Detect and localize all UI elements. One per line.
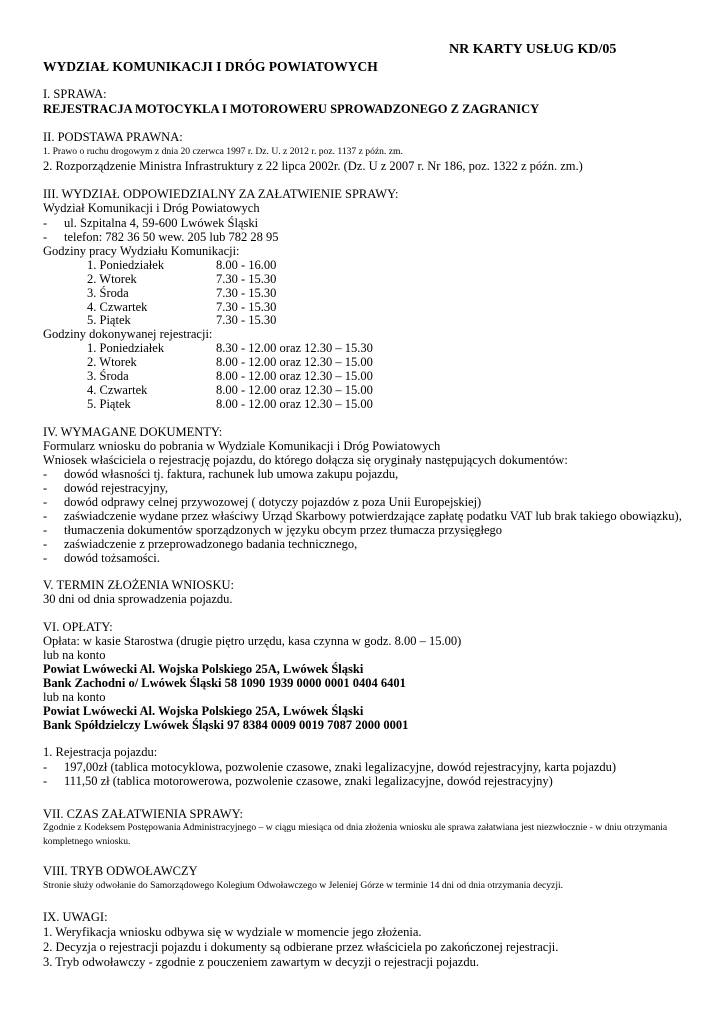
reg-day: 3. Środa [87, 369, 129, 383]
note-item: 2. Decyzja o rejestracji pojazdu i dokumenty są odbierane przez właściciela po zakończonej rejestracji. [43, 940, 559, 954]
processing-time-text: Zgodnie z Kodeksem Postępowania Administracyjnego – w ciągu miesiąca od dnia złożenia wniosku ale sprawa załatwiana jest niezwłocznie - w dniu otrzymania kompletnego wniosku. [43, 822, 668, 847]
note-item: 1. Weryfikacja wniosku odbywa się w wydziale w momencie jego złożenia. [43, 925, 422, 939]
application-info: Wniosek właściciela o rejestrację pojazdu, do którego dołącza się oryginały następujących dokumentów: [43, 453, 568, 467]
reg-time: 8.00 - 12.00 oraz 12.30 – 15.00 [216, 397, 373, 411]
reg-day: 5. Piątek [87, 397, 131, 411]
bank-1-recipient: Powiat Lwówecki Al. Wojska Polskiego 25A, Lwówek Śląski [43, 662, 364, 676]
office-name: Wydział Komunikacji i Dróg Powiatowych [43, 201, 260, 215]
note-item: 3. Tryb odwoławczy - zgodnie z pouczeniem zawartym w decyzji o rejestracji pojazdu. [43, 955, 479, 969]
bank-2-account: Bank Spółdzielczy Lwówek Śląski 97 8384 0009 0019 7087 2000 0001 [43, 718, 409, 732]
work-time: 8.00 - 16.00 [216, 258, 277, 272]
section-9-heading: IX. UWAGI: [43, 910, 108, 924]
reg-day: 4. Czwartek [87, 383, 148, 397]
section-2-heading: II. PODSTAWA PRAWNA: [43, 130, 183, 144]
section-3-heading: III. WYDZIAŁ ODPOWIEDZIALNY ZA ZAŁATWIENIE SPRAWY: [43, 187, 399, 201]
document-page: NR KARTY USŁUG KD/05 WYDZIAŁ KOMUNIKACJI I DRÓG POWIATOWYCH I. SPRAWA: REJESTRACJA MOTOCYKLA I MOTOROWERU SPROWADZONEGO Z ZAGRANICY II. PODSTAWA PRAWNA: 1. Prawo o ruchu drogowym z dnia 20 czerwca 1997 r. Dz. U. z 2012 r. poz. 1137 z późn. zm. 2. Rozporządzenie Ministra Infrastruktury z 22 lipca 2002r. (Dz. U z 2007 r. Nr 186, poz. 1322 z późn. zm.) III. WYDZIAŁ ODPOWIEDZIALNY ZA ZAŁATWIENIE SPRAWY: Wydział Komunikacji i Dróg Powiatowych - ul. Szpitalna 4, 59-600 Lwówek Śląski - telefon: 782 36 50 wew. 205 lub 782 28 95 Godziny pracy Wydziału Komunikacji: 1. Poniedziałek 8.00 - 16.00 2. Wtorek 7.30 - 15.30 3. Środa 7.30 - 15.30 4. Czwartek 7.30 - 15.30 5. Piątek 7.30 - 15.30 Godziny dokonywanej rejestracji: 1. Poniedziałek 8.30 - 12.00 oraz 12.30 – 15.30 2. Wtorek 8.00 - 12.00 oraz 12.30 – 15.00 3. Środa 8.00 - 12.00 oraz 12.30 – 15.00 4. Czwartek 8.00 - 12.00 oraz 12.30 – 15.00 5. Piątek 8.00 - 12.00 oraz 12.30 – 15.00 IV. WYMAGANE DOKUMENTY: Formularz wniosku do pobrania w Wydziale Komunikacji i Dróg Powiatowych Wniosek właściciela o rejestrację pojazdu, do którego dołącza się oryginały następujących dokumentów: - dowód własności tj. faktura, rachunek lub umowa zakupu pojazdu, - dowód rejestracyjny, - dowód odprawy celnej przywozowej ( dotyczy pojazdów z poza Unii Europejskiej) - zaświadczenie wydane przez właściwy Urząd Skarbowy potwierdzające zapłatę podatku VAT lub brak takiego obowiązku), - tłumaczenia dokumentów sporządzonych w języku obcym przez tłumacza przysięgłego - zaświadczenie z przeprowadzonego badania technicznego, - dowód tożsamości. V. TERMIN ZŁOŻENIA WNIOSKU: 30 dni od dnia sprowadzenia pojazdu. VI. OPŁATY: Opłata: w kasie Starostwa (drugie piętro urzędu, kasa czynna w godz. 8.00 – 15.00) lub na konto Powiat Lwówecki Al. Wojska Polskiego 25A, Lwówek Śląski Bank Zachodni o/ Lwówek Śląski 58 1090 1939 0000 0001 0404 6401 lub na konto Powiat Lwówecki Al. Wojska Polskiego 25A, Lwówek Śląski Bank Spółdzielczy Lwówek Śląski 97 8384 0009 0019 7087 2000 0001 1. Rejestracja pojazdu: - 197,00zł (tablica motocyklowa, pozwolenie czasowe, znaki legalizacyjne, dowód rejestracyjny, karta pojazdu) - 111,50 zł (tablica motorowerowa, pozwolenie czasowe, znaki legalizacyjne, dowód rejestracyjny) VII. CZAS ZAŁATWIENIA SPRAWY: Zgodnie z Kodeksem Postępowania Administracyjnego – w ciągu miesiąca od dnia złożenia wniosku ale sprawa załatwiana jest niezwłocznie - w dniu otrzymania kompletnego wniosku. VIII. TRYB ODWOŁAWCZY Stronie służy odwołanie do Samorządowego Kolegium Odwoławczego w Jeleniej Górze w terminie 14 dni od dnia otrzymania decyzji. IX. UWAGI: 1. Weryfikacja wniosku odbywa się w wydziale w momencie jego złożenia. 2. Decyzja o rejestracji pojazdu i dokumenty są odbierane przez właściciela po zakończonej rejestracji. 3. Tryb odwoławczy - zgodnie z pouczeniem zawartym w decyzji o rejestracji pojazdu. [0, 0, 725, 1024]
appeal-text: Stronie służy odwołanie do Samorządowego Kolegium Odwoławczego w Jeleniej Górze w terminie 14 dni od dnia otrzymania decyzji. [43, 880, 564, 891]
fee-label: 1. Rejestracja pojazdu: [43, 745, 158, 759]
section-1-heading: I. SPRAWA: [43, 87, 107, 101]
department-title: WYDZIAŁ KOMUNIKACJI I DRÓG POWIATOWYCH [43, 59, 378, 74]
section-4-heading: IV. WYMAGANE DOKUMENTY: [43, 425, 223, 439]
bank-2-recipient: Powiat Lwówecki Al. Wojska Polskiego 25A, Lwówek Śląski [43, 704, 364, 718]
work-hours-label: Godziny pracy Wydziału Komunikacji: [43, 244, 240, 258]
reg-day: 1. Poniedziałek [87, 341, 165, 355]
fee-payment-info: Opłata: w kasie Starostwa (drugie piętro urzędu, kasa czynna w godz. 8.00 – 15.00) [43, 634, 462, 648]
case-title: REJESTRACJA MOTOCYKLA I MOTOROWERU SPROWADZONEGO Z ZAGRANICY [43, 102, 540, 116]
reg-time: 8.00 - 12.00 oraz 12.30 – 15.00 [216, 355, 373, 369]
section-7-heading: VII. CZAS ZAŁATWIENIA SPRAWY: [43, 807, 243, 821]
section-8-heading: VIII. TRYB ODWOŁAWCZY [43, 864, 198, 878]
card-number: NR KARTY USŁUG KD/05 [449, 42, 617, 57]
work-time: 7.30 - 15.30 [216, 313, 277, 327]
work-day: 2. Wtorek [87, 272, 137, 286]
work-day: 3. Środa [87, 286, 129, 300]
legal-basis-1: 1. Prawo o ruchu drogowym z dnia 20 czerwca 1997 r. Dz. U. z 2012 r. poz. 1137 z późn. zm. [43, 146, 403, 157]
work-day: 1. Poniedziałek [87, 258, 165, 272]
bank-1-account: Bank Zachodni o/ Lwówek Śląski 58 1090 1939 0000 0001 0404 6401 [43, 676, 406, 690]
legal-basis-2: 2. Rozporządzenie Ministra Infrastruktury z 22 lipca 2002r. (Dz. U z 2007 r. Nr 186, poz. 1322 z późn. zm.) [43, 159, 583, 173]
reg-time: 8.00 - 12.00 oraz 12.30 – 15.00 [216, 369, 373, 383]
work-day: 4. Czwartek [87, 300, 148, 314]
section-6-heading: VI. OPŁATY: [43, 620, 113, 634]
or-account-2: lub na konto [43, 690, 106, 704]
reg-time: 8.00 - 12.00 oraz 12.30 – 15.00 [216, 383, 373, 397]
deadline-text: 30 dni od dnia sprowadzenia pojazdu. [43, 592, 233, 606]
or-account-1: lub na konto [43, 648, 106, 662]
work-time: 7.30 - 15.30 [216, 300, 277, 314]
work-time: 7.30 - 15.30 [216, 286, 277, 300]
work-time: 7.30 - 15.30 [216, 272, 277, 286]
work-day: 5. Piątek [87, 313, 131, 327]
form-info: Formularz wniosku do pobrania w Wydziale Komunikacji i Dróg Powiatowych [43, 439, 441, 453]
reg-time: 8.30 - 12.00 oraz 12.30 – 15.30 [216, 341, 373, 355]
reg-hours-label: Godziny dokonywanej rejestracji: [43, 327, 213, 341]
section-5-heading: V. TERMIN ZŁOŻENIA WNIOSKU: [43, 578, 234, 592]
reg-day: 2. Wtorek [87, 355, 137, 369]
